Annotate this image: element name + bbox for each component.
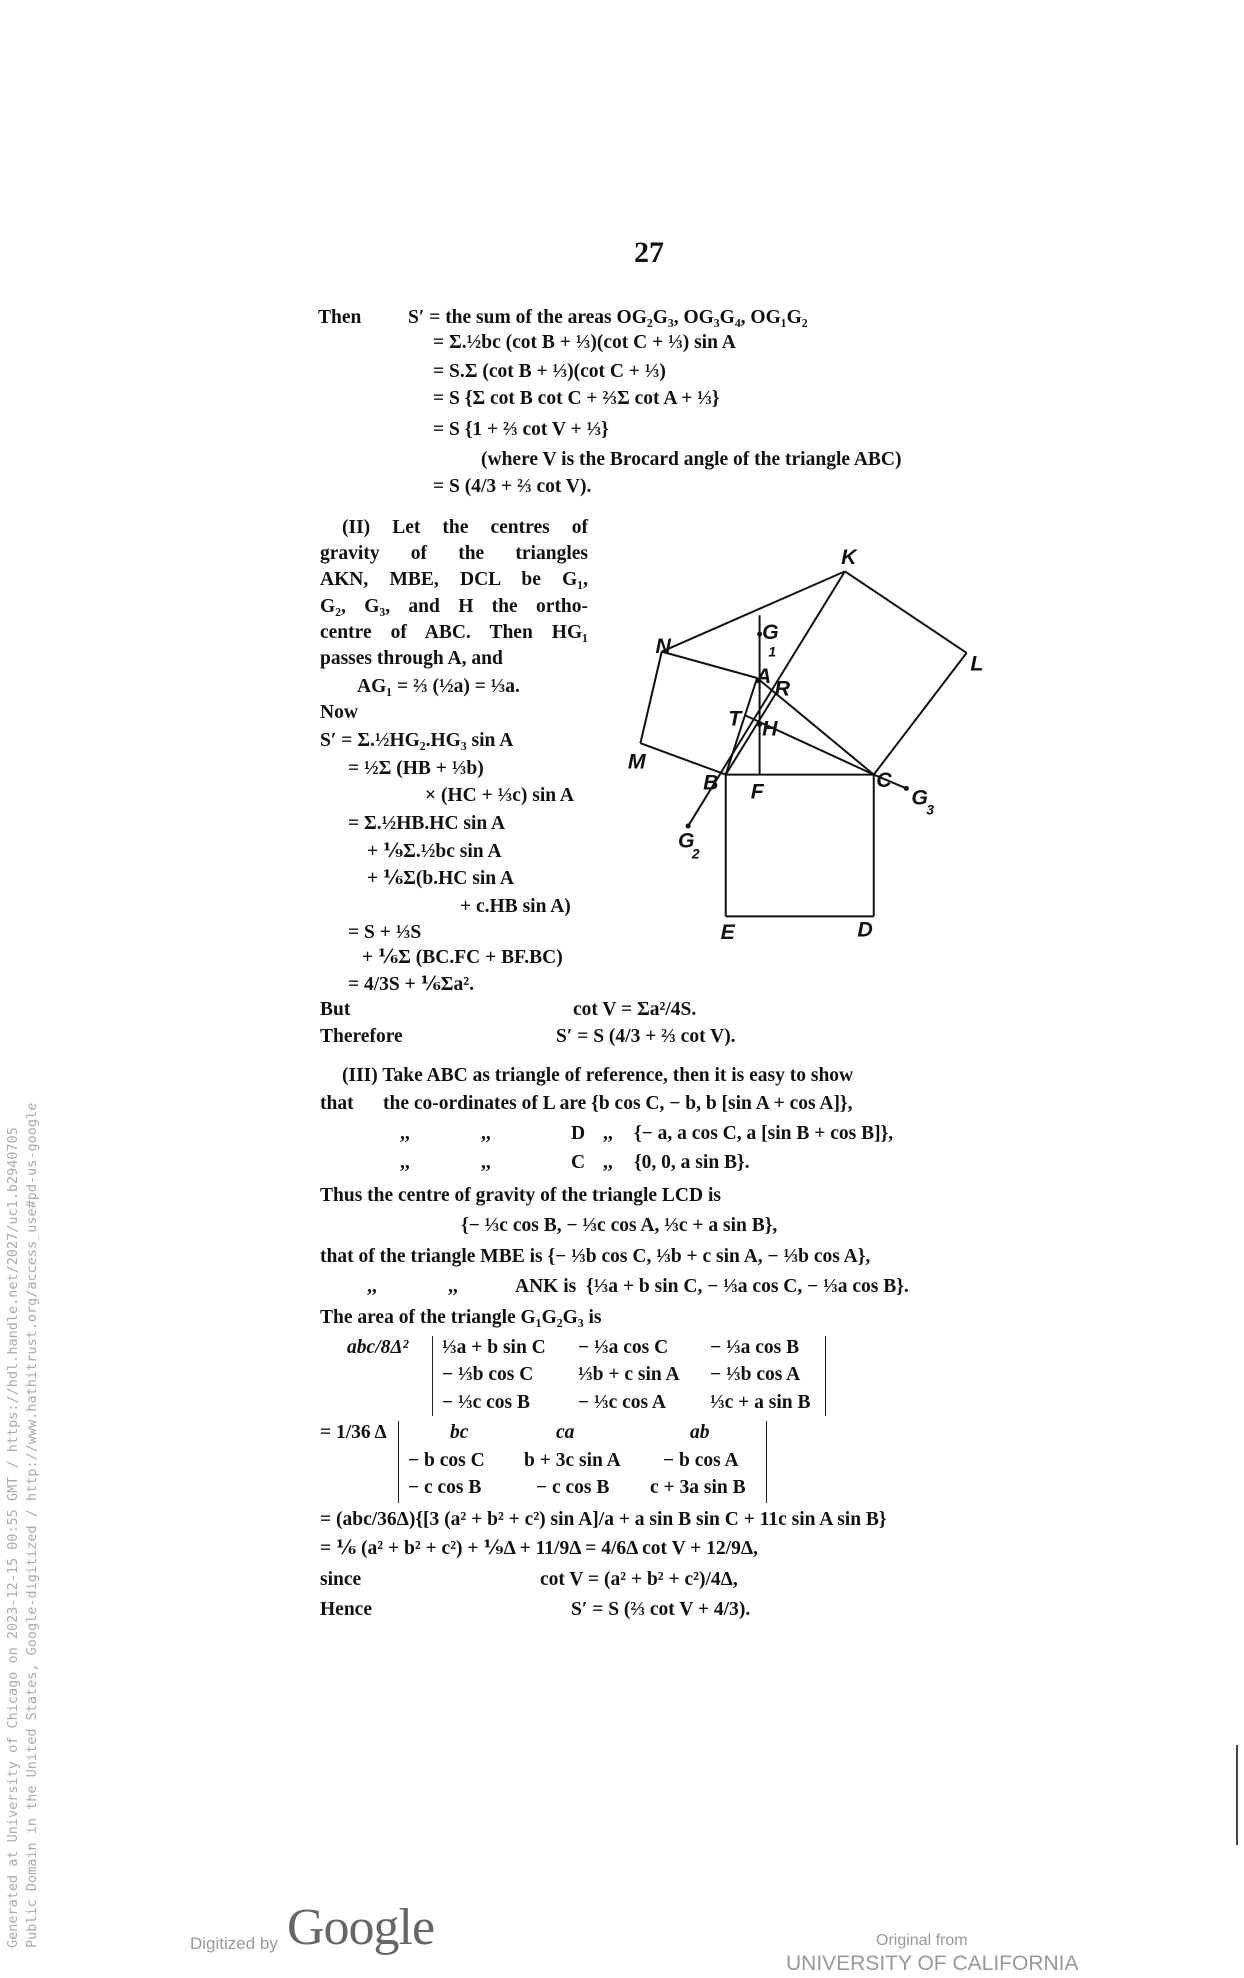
- label-G1-sub: 1: [768, 644, 777, 660]
- label-M: M: [627, 749, 646, 774]
- det1-cell: − ⅓c cos B: [442, 1392, 531, 1413]
- equation-line: = 4/3S + ⅙Σa².: [348, 974, 475, 995]
- equation-line: = ½Σ (HB + ⅓b): [348, 758, 484, 779]
- equation-line: S′ = S (⅔ cot V + 4/3).: [571, 1599, 751, 1620]
- equation-line: + c.HB sin A): [460, 896, 571, 917]
- det2-cell: − c cos B: [408, 1477, 482, 1498]
- hence-label: Hence: [320, 1599, 372, 1620]
- equation-line: cot V = (a² + b² + c²)/4Δ,: [540, 1569, 738, 1590]
- det2-cell: c + 3a sin B: [650, 1477, 746, 1498]
- det1-cell: − ⅓a cos C: [578, 1337, 669, 1358]
- ditto-mark: ,,: [367, 1276, 377, 1297]
- edge-NK: [662, 571, 845, 651]
- geometry-diagram: [615, 540, 992, 954]
- institution-label: UNIVERSITY OF CALIFORNIA: [786, 1952, 1079, 1975]
- label-N: N: [655, 633, 671, 658]
- centroid-LCD: {− ⅓c cos B, − ⅓c cos A, ⅓c + a sin B},: [461, 1215, 778, 1236]
- edge-NA: [662, 652, 757, 678]
- det1-cell: − ⅓b cos A: [710, 1364, 801, 1385]
- centroid-MBE: that of the triangle MBE is {− ⅓b cos C, ⅓b + c sin A, − ⅓b cos A},: [320, 1246, 871, 1267]
- paragraph-line: Thus the centre of gravity of the triangle LCD is: [320, 1185, 721, 1206]
- ditto-mark: ,,: [400, 1152, 410, 1173]
- equation-line: = S {Σ cot B cot C + ⅔Σ cot A + ⅓}: [433, 388, 720, 409]
- label-G2: G: [678, 828, 695, 853]
- original-from-label: Original from: [876, 1932, 968, 1949]
- equation-line: = S + ⅓S: [348, 922, 422, 943]
- ditto-mark: ,,: [603, 1152, 613, 1173]
- brocard-note: (where V is the Brocard angle of the triangle ABC): [481, 449, 902, 470]
- edge-KL: [845, 571, 967, 653]
- det2-prefix: = 1/36 Δ: [320, 1422, 387, 1443]
- equation-line: + ⅙Σ(b.HC sin A: [367, 868, 514, 889]
- det2-cell: bc: [450, 1422, 469, 1443]
- then-label: Then: [318, 307, 362, 328]
- equation-line: + ⅑Σ.½bc sin A: [367, 841, 502, 862]
- that-label: that: [320, 1093, 354, 1114]
- paragraph-line: G₂, G₃, and H the ortho-: [320, 596, 588, 617]
- label-C: C: [876, 768, 892, 793]
- equation-line: S′ = the sum of the areas OG₂G₃, OG₃G₄, OG₁G₂: [408, 307, 808, 328]
- since-label: since: [320, 1569, 362, 1590]
- det1-left-bar: [432, 1336, 433, 1416]
- ditto-mark: ,,: [481, 1123, 491, 1144]
- point-G3: [904, 786, 909, 791]
- digitized-by-label: Digitized by: [190, 1934, 278, 1953]
- det1-right-bar: [825, 1336, 826, 1416]
- label-E: E: [720, 919, 735, 944]
- equation-line: × (HC + ⅓c) sin A: [425, 785, 574, 806]
- google-logo: Google: [287, 1899, 435, 1956]
- ditto-mark: ,,: [400, 1123, 410, 1144]
- det1-cell: ⅓b + c sin A: [578, 1364, 680, 1385]
- det1-cell: − ⅓c cos A: [578, 1392, 667, 1413]
- det2-cell: ca: [556, 1422, 575, 1443]
- equation-line: AG₁ = ⅔ (½a) = ⅓a.: [357, 676, 520, 697]
- coordinates-C: {0, 0, a sin B}.: [634, 1152, 750, 1173]
- equation-line: = S (4/3 + ⅔ cot V).: [433, 476, 592, 497]
- label-F: F: [750, 779, 764, 804]
- ditto-mark: ,,: [481, 1152, 491, 1173]
- label-H: H: [762, 716, 778, 741]
- det2-cell: − c cos B: [536, 1477, 610, 1498]
- det1-prefix: abc/8Δ²: [347, 1337, 409, 1358]
- ditto-mark: ,,: [603, 1123, 613, 1144]
- label-L: L: [970, 651, 984, 676]
- label-T: T: [728, 706, 742, 731]
- det2-cell: − b cos A: [663, 1450, 739, 1471]
- paragraph-line: centre of ABC. Then HG₁: [320, 622, 588, 643]
- equation-line: = ⅙ (a² + b² + c²) + ⅑Δ + 11/9Δ = 4/6Δ cot V + 12/9Δ,: [320, 1538, 758, 1559]
- equation-line: = Σ.½bc (cot B + ⅓)(cot C + ⅓) sin A: [433, 332, 736, 353]
- centroid-ANK: {⅓a + b sin C, − ⅓a cos C, − ⅓a cos B}.: [586, 1276, 909, 1297]
- equation-line: + ⅙Σ (BC.FC + BF.BC): [362, 947, 563, 968]
- paragraph-line: (III) Take ABC as triangle of reference, then it is easy to show: [342, 1065, 854, 1086]
- edge-NM: [640, 652, 661, 744]
- scan-edge-mark: [1236, 1745, 1238, 1845]
- label-K: K: [841, 544, 857, 569]
- equation-line: S′ = Σ.½HG₂.HG₃ sin A: [320, 730, 514, 751]
- ank-label: ANK is: [515, 1276, 577, 1297]
- paragraph-line: passes through A, and: [320, 648, 503, 669]
- page-number: 27: [634, 236, 664, 269]
- det1-cell: ⅓a + b sin C: [442, 1337, 546, 1358]
- equation-line: = S.Σ (cot B + ⅓)(cot C + ⅓): [433, 361, 666, 382]
- label-G3: G: [911, 785, 928, 810]
- det1-cell: − ⅓a cos B: [710, 1337, 800, 1358]
- label-A: A: [755, 664, 772, 689]
- det2-cell: ab: [690, 1422, 710, 1443]
- equation-line: = (abc/36Δ){[3 (a² + b² + c²) sin A]/a + a sin B sin C + 11c sin A sin B}: [320, 1509, 887, 1530]
- equation-line: = S {1 + ⅔ cot V + ⅓}: [433, 419, 609, 440]
- equation-line: cot V = Σa²/4S.: [573, 999, 697, 1020]
- det2-left-bar: [398, 1421, 399, 1503]
- det1-cell: ⅓c + a sin B: [710, 1392, 811, 1413]
- label-G3-sub: 3: [926, 802, 935, 818]
- paragraph-line: gravity of the triangles: [320, 543, 588, 564]
- label-R: R: [774, 676, 791, 701]
- watermark-line: Generated at University of Chicago on 2023-12-15 00:55 GMT / https://hdl.handle.net/2027/uc1.b2940705: [5, 1127, 21, 1948]
- label-D: D: [857, 917, 873, 942]
- watermark-line: Public Domain in the United States, Google-digitized / http://www.hathitrust.org/access_use#pd-us-google: [24, 1102, 40, 1948]
- label-B: B: [703, 770, 719, 795]
- det2-right-bar: [766, 1421, 767, 1503]
- det2-cell: b + 3c sin A: [524, 1450, 621, 1471]
- paragraph-line: The area of the triangle G₁G₂G₃ is: [320, 1307, 602, 1328]
- point-label: C: [571, 1152, 586, 1173]
- point-label: D: [571, 1123, 586, 1144]
- therefore-label: Therefore: [320, 1026, 403, 1047]
- paragraph-line: AKN, MBE, DCL be G₁,: [320, 569, 588, 590]
- label-G1: G: [762, 620, 779, 645]
- coordinates-L: the co-ordinates of L are {b cos C, − b, b [sin A + cos A]},: [383, 1093, 853, 1114]
- equation-line: S′ = S (4/3 + ⅔ cot V).: [556, 1026, 736, 1047]
- now-label: Now: [320, 702, 358, 723]
- det1-cell: − ⅓b cos C: [442, 1364, 534, 1385]
- but-label: But: [320, 999, 351, 1020]
- hathitrust-watermark: [4, 1103, 42, 1978]
- edge-LC: [874, 653, 967, 775]
- equation-line: = Σ.½HB.HC sin A: [348, 813, 506, 834]
- det2-cell: − b cos C: [408, 1450, 485, 1471]
- label-G2-sub: 2: [691, 846, 700, 862]
- coordinates-D: {− a, a cos C, a [sin B + cos B]},: [634, 1123, 894, 1144]
- ditto-mark: ,,: [448, 1276, 458, 1297]
- paragraph-line: (II) Let the centres of: [342, 517, 588, 538]
